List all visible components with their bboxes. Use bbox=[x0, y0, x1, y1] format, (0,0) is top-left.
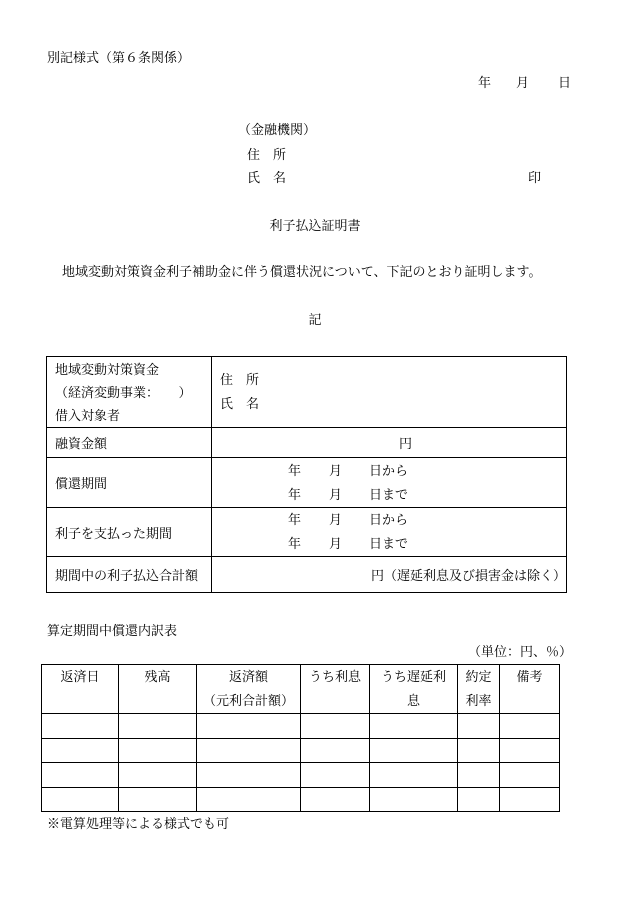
breakdown-row bbox=[42, 739, 560, 763]
breakdown-cell-repayment-date bbox=[42, 788, 119, 812]
borrower-label-line: 地域変動対策資金 bbox=[55, 361, 160, 377]
total-interest-label: 期間中の利子払込合計額 bbox=[47, 557, 212, 593]
issuer-address-label: 住 所 bbox=[247, 147, 287, 162]
form-label: 別記様式（第６条関係） bbox=[47, 50, 191, 65]
breakdown-cell-balance bbox=[119, 788, 197, 812]
interest-paid-period-value-cell bbox=[212, 508, 567, 557]
breakdown-cell-repayment-date bbox=[42, 763, 119, 788]
col-header-interest bbox=[301, 665, 370, 714]
breakdown-cell-balance bbox=[119, 714, 197, 739]
month-label: 月 bbox=[329, 486, 343, 502]
col-header-line bbox=[301, 689, 369, 713]
breakdown-cell-contract-rate bbox=[458, 763, 500, 788]
col-header-line: 返済額 bbox=[228, 669, 268, 684]
breakdown-unit-note: （単位：円、％） bbox=[467, 644, 572, 659]
breakdown-cell-late-interest bbox=[370, 788, 458, 812]
col-header-line: うち遅延利 bbox=[380, 669, 446, 684]
breakdown-cell-remarks bbox=[500, 739, 560, 763]
col-header-line bbox=[500, 689, 559, 713]
month-label: 月 bbox=[329, 512, 343, 527]
col-header-balance bbox=[119, 665, 197, 714]
day-label: 日から bbox=[369, 512, 409, 527]
borrower-label-line: 借入対象者 bbox=[55, 407, 121, 423]
total-interest-row bbox=[47, 557, 567, 593]
interest-paid-period-to bbox=[212, 532, 566, 556]
breakdown-cell-balance bbox=[119, 739, 197, 763]
date-month-label: 月 bbox=[516, 75, 530, 90]
month-label: 月 bbox=[329, 536, 343, 551]
breakdown-cell-contract-rate bbox=[458, 714, 500, 739]
loan-amount-label: 融資金額 bbox=[47, 428, 212, 458]
date-day-label: 日 bbox=[558, 75, 572, 90]
seal-label: 印 bbox=[528, 170, 542, 185]
breakdown-cell-repayment-amount bbox=[197, 763, 301, 788]
breakdown-cell-remarks bbox=[500, 788, 560, 812]
interest-paid-period-row bbox=[47, 508, 567, 557]
col-header-line: 約定 bbox=[465, 669, 492, 684]
col-header-line: 備考 bbox=[516, 669, 543, 684]
breakdown-row bbox=[42, 763, 560, 788]
date-year-label: 年 bbox=[478, 75, 492, 90]
repayment-period-from bbox=[212, 459, 566, 483]
breakdown-cell-repayment-amount bbox=[197, 739, 301, 763]
year-label: 年 bbox=[288, 536, 302, 551]
breakdown-cell-contract-rate bbox=[458, 739, 500, 763]
breakdown-cell-late-interest bbox=[370, 739, 458, 763]
borrower-label-line: （経済変動事業： ） bbox=[55, 384, 192, 400]
day-label: 日から bbox=[369, 462, 409, 478]
repayment-period-label: 償還期間 bbox=[47, 458, 212, 508]
breakdown-cell-balance bbox=[119, 763, 197, 788]
borrower-value-cell bbox=[212, 357, 567, 428]
footnote: ※電算処理等による様式でも可 bbox=[47, 816, 230, 831]
borrower-label-cell bbox=[47, 357, 212, 428]
borrower-row bbox=[47, 357, 567, 428]
breakdown-cell-remarks bbox=[500, 763, 560, 788]
breakdown-body bbox=[42, 714, 560, 812]
breakdown-title: 算定期間中償還内訳表 bbox=[47, 623, 178, 638]
document-title: 利子払込証明書 bbox=[269, 218, 361, 233]
col-header-remarks bbox=[500, 665, 560, 714]
breakdown-cell-late-interest bbox=[370, 763, 458, 788]
col-header-line bbox=[42, 689, 118, 713]
total-interest-unit-note: 円（遅延利息及び損害金は除く） bbox=[212, 557, 567, 593]
day-label: 日まで bbox=[369, 486, 409, 502]
year-label: 年 bbox=[288, 462, 302, 478]
year-label: 年 bbox=[288, 486, 302, 502]
repayment-period-to bbox=[212, 483, 566, 507]
col-header-contract-rate bbox=[458, 665, 500, 714]
interest-paid-period-from bbox=[212, 508, 566, 532]
col-header-line: うち利息 bbox=[308, 669, 361, 684]
borrower-name-label: 氏 名 bbox=[220, 396, 260, 411]
month-label: 月 bbox=[329, 462, 343, 478]
breakdown-cell-repayment-amount bbox=[197, 788, 301, 812]
col-header-line bbox=[119, 689, 196, 713]
col-header-repayment-amount bbox=[197, 665, 301, 714]
breakdown-row bbox=[42, 788, 560, 812]
repayment-period-row bbox=[47, 458, 567, 508]
breakdown-cell-contract-rate bbox=[458, 788, 500, 812]
issuer-name-label: 氏 名 bbox=[247, 170, 287, 185]
borrower-address-label: 住 所 bbox=[220, 372, 260, 387]
col-header-line: 残高 bbox=[144, 669, 171, 684]
day-label: 日まで bbox=[369, 536, 409, 551]
ki-label: 記 bbox=[308, 312, 322, 327]
statement-text: 地域変動対策資金利子補助金に伴う償還状況について、下記のとおり証明します。 bbox=[62, 264, 542, 279]
col-header-late-interest bbox=[370, 665, 458, 714]
loan-amount-unit: 円 bbox=[212, 428, 567, 458]
col-header-line: 利率 bbox=[465, 693, 492, 708]
breakdown-header-row bbox=[42, 665, 560, 714]
breakdown-cell-interest bbox=[301, 788, 370, 812]
breakdown-cell-interest bbox=[301, 763, 370, 788]
breakdown-cell-interest bbox=[301, 739, 370, 763]
col-header-line: 返済日 bbox=[60, 669, 100, 684]
year-label: 年 bbox=[288, 512, 302, 527]
loan-amount-row bbox=[47, 428, 567, 458]
col-header-repayment-date bbox=[42, 665, 119, 714]
breakdown-cell-remarks bbox=[500, 714, 560, 739]
col-header-line: 息 bbox=[406, 693, 420, 708]
institution-label: （金融機関） bbox=[238, 122, 317, 137]
breakdown-row bbox=[42, 714, 560, 739]
breakdown-table bbox=[41, 664, 560, 812]
interest-paid-period-label: 利子を支払った期間 bbox=[47, 508, 212, 557]
certificate-table bbox=[46, 356, 567, 593]
breakdown-cell-repayment-amount bbox=[197, 714, 301, 739]
breakdown-cell-interest bbox=[301, 714, 370, 739]
repayment-period-value-cell bbox=[212, 458, 567, 508]
breakdown-cell-repayment-date bbox=[42, 739, 119, 763]
breakdown-cell-repayment-date bbox=[42, 714, 119, 739]
col-header-line: （元利合計額） bbox=[202, 693, 294, 708]
breakdown-cell-late-interest bbox=[370, 714, 458, 739]
